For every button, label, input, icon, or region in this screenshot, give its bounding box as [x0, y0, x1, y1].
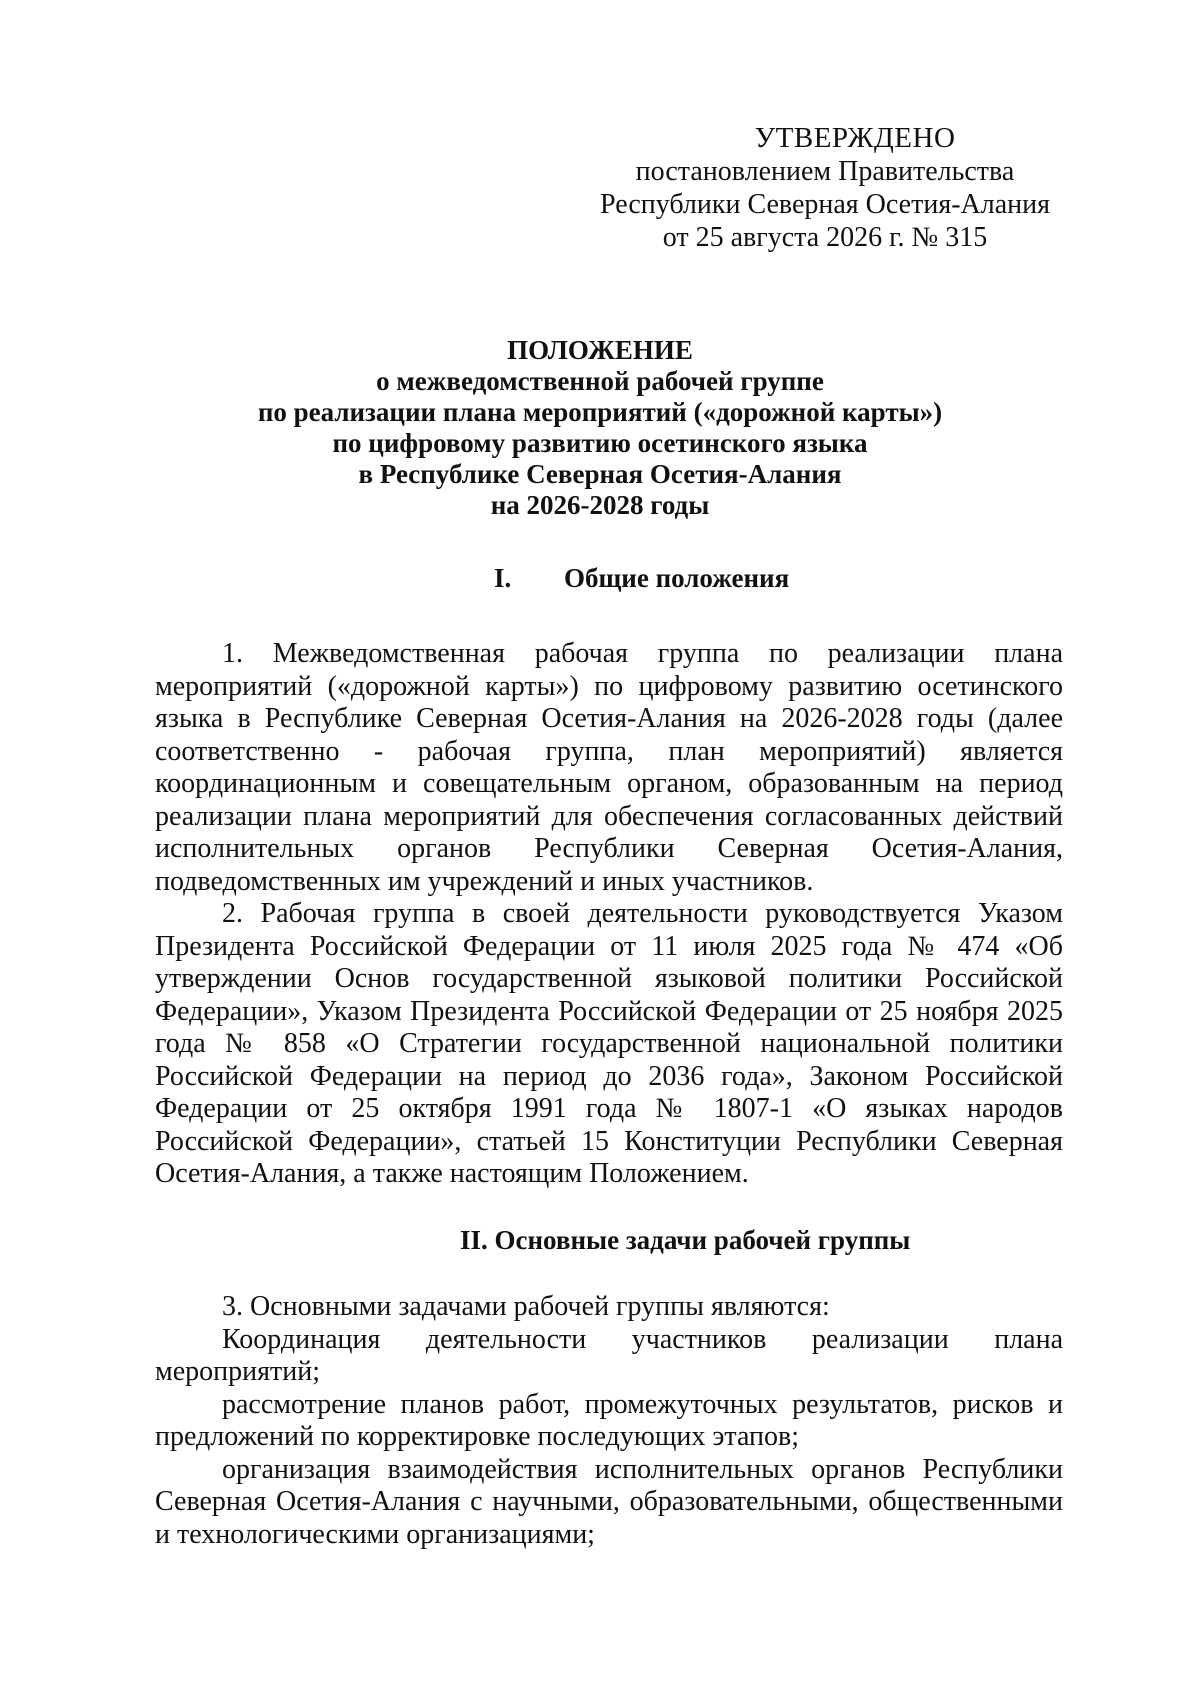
section-2-heading: II. Основные задачи рабочей группы [460, 1225, 911, 1255]
paragraph: Координация деятельности участников реализации плана мероприятий; [155, 1323, 1063, 1387]
paragraph: организация взаимодействия исполнительных органов Республики Северная Осетия-Алания с научными, образовательными, общественными и технологическими организациями; [155, 1453, 1063, 1550]
title-line: ПОЛОЖЕНИЕ [507, 335, 693, 365]
document-title [140, 335, 1060, 521]
title-line: в Республике Северная Осетия-Алания [358, 459, 842, 489]
title-line: на 2026-2028 годы [490, 490, 710, 520]
approval-date-number: от 25 августа 2026 г. № 315 [662, 222, 988, 253]
section-number: I. [494, 563, 512, 593]
paragraph: рассмотрение планов работ, промежуточных результатов, рисков и предложений по корректировке последующих этапов; [155, 1388, 1063, 1452]
title-line: по реализации плана мероприятий («дорожной карты») [257, 397, 943, 427]
title-line: по цифровому развитию осетинского языка [332, 428, 868, 458]
section-1-body [155, 638, 1063, 1191]
approved-label: УТВЕРЖДЕНО [754, 122, 956, 154]
paragraph: 1. Межведомственная рабочая группа по реализации плана мероприятий («дорожной карты») по цифровому развитию осетинского языка в Республике Северная Осетия-Алания на 2026-2028 годы (далее соответственно - рабочая группа, план мероприятий) является координационным и совещательным органом, образованным на период реализации плана мероприятий для обеспечения согласованных действий исполнительных органов Республики Северная Осетия-Алания, подведомственных им учреждений и иных участников. [155, 638, 1063, 897]
approval-stamp [600, 122, 1050, 254]
section-1-heading [494, 562, 894, 594]
title-line: о межведомственной рабочей группе [376, 366, 824, 396]
section-2-body [155, 1291, 1063, 1551]
approval-line: постановлением Правительства [635, 156, 1015, 187]
paragraph: 3. Основными задачами рабочей группы являются: [222, 1291, 830, 1322]
paragraph: 2. Рабочая группа в своей деятельности руководствуется Указом Президента Российской Федерации от 11 июля 2025 года № 474 «Об утверждении Основ государственной языковой политики Российской Федерации», Указом Президента Российской Федерации от 25 ноября 2025 года № 858 «О Стратегии государственной национальной политики Российской Федерации на период до 2036 года», Законом Российской Федерации от 25 октября 1991 года № 1807-1 «О языках народов Российской Федерации», статьей 15 Конституции Республики Северная Осетия-Алания, а также настоящим Положением. [155, 898, 1063, 1189]
approval-line: Республики Северная Осетия-Алания [600, 189, 1050, 220]
section-title: Общие положения [564, 563, 790, 593]
